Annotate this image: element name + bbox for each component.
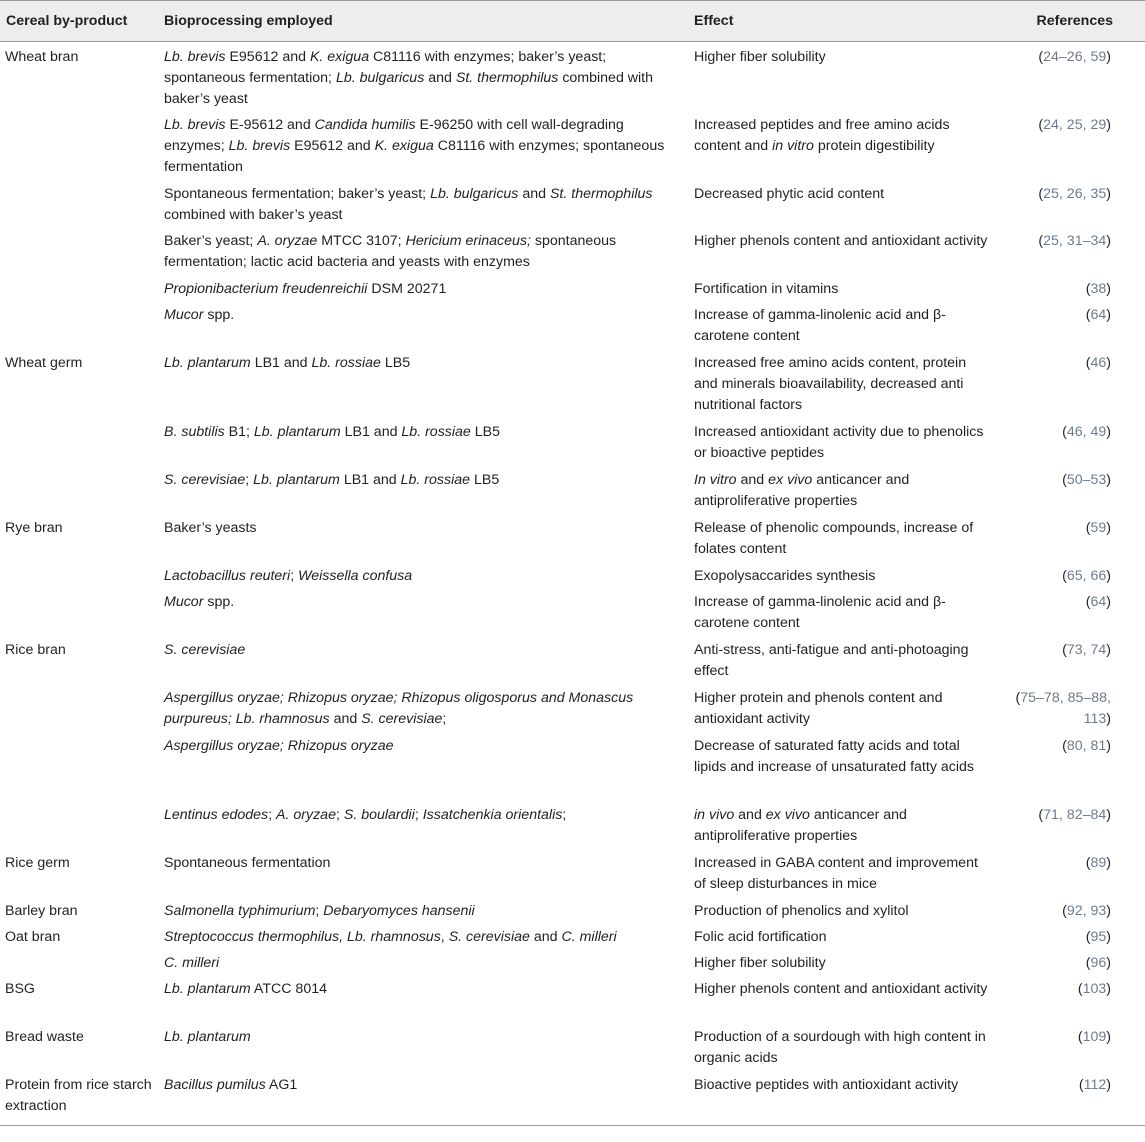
cell-references: (25, 31–34): [1038, 233, 1111, 249]
table-row: [0, 513, 1145, 561]
cell-effect: Higher phenols content and antioxidant activity: [694, 233, 988, 249]
header-row: [0, 1, 1145, 42]
table-row: [0, 948, 1145, 974]
cell-effect: Higher fiber solubility: [694, 49, 826, 65]
cell-effect: Fortification in vitamins: [694, 281, 839, 297]
cell-cereal-byproduct: Bread waste: [5, 1029, 84, 1045]
cell-effect: Release of phenolic compounds, increase of folates content: [694, 520, 974, 557]
cell-effect: In vitro and ex vivo anticancer and antiproliferative properties: [694, 472, 910, 509]
cell-bioprocessing: Propionibacterium freudenreichii DSM 20271: [164, 281, 447, 297]
cell-references: (46, 49): [1062, 424, 1111, 440]
cell-cereal-byproduct: Rice germ: [5, 855, 70, 871]
cell-bioprocessing: Spontaneous fermentation; baker’s yeast; Lb. bulgaricus and St. thermophilus combined with baker’s yeast: [164, 186, 653, 223]
cell-references: (24–26, 59): [1038, 49, 1111, 65]
cell-bioprocessing: Mucor spp.: [164, 594, 235, 610]
cell-bioprocessing: Lb. plantarum: [164, 1029, 251, 1045]
cell-bioprocessing: Spontaneous fermentation: [164, 855, 331, 871]
table-row: [0, 226, 1145, 274]
table-row: [0, 300, 1145, 348]
cell-references: (109): [1077, 1029, 1111, 1045]
table-row: [0, 635, 1145, 683]
cell-references: (75–78, 85–88, 113): [1015, 690, 1111, 727]
cell-cereal-byproduct: [0, 179, 158, 226]
cell-cereal-byproduct: [0, 948, 158, 974]
cell-cereal-byproduct: [0, 417, 158, 465]
cell-bioprocessing: Lactobacillus reuteri; Weissella confusa: [164, 568, 413, 584]
cell-bioprocessing: Lb. brevis E95612 and K. exigua C81116 with enzymes; baker’s yeast; spontaneous fermentation; Lb. bulgaricus and St. thermophilus combined with baker’s yeast: [164, 49, 654, 107]
cell-bioprocessing: Lentinus edodes; A. oryzae; S. boulardii; Issatchenkia orientalis;: [164, 807, 567, 823]
table-row: [0, 274, 1145, 300]
cell-bioprocessing: Lb. plantarum ATCC 8014: [164, 981, 327, 997]
cell-references: (38): [1085, 281, 1111, 297]
cell-references: (71, 82–84): [1038, 807, 1111, 823]
cell-bioprocessing: Bacillus pumilus AG1: [158, 1070, 688, 1126]
cell-effect: Decreased phytic acid content: [694, 186, 885, 202]
cell-cereal-byproduct: BSG: [5, 981, 35, 997]
cell-references: (64): [1085, 307, 1111, 323]
cell-references: (24, 25, 29): [1038, 117, 1111, 133]
cell-references: (112): [995, 1070, 1145, 1126]
cell-bioprocessing: Aspergillus oryzae; Rhizopus oryzae; Rhizopus oligosporus and Monascus purpureus; Lb. rhamnosus and S. cerevisiae;: [164, 690, 634, 727]
cell-cereal-byproduct: [0, 731, 158, 800]
cell-cereal-byproduct: [0, 800, 158, 848]
cell-references: (89): [1085, 855, 1111, 871]
cell-cereal-byproduct: Wheat bran: [5, 49, 79, 65]
table-row: [0, 348, 1145, 417]
cell-effect: Increased free amino acids content, protein and minerals bioavailability, decreased anti nutritional factors: [694, 355, 967, 413]
cell-bioprocessing: Baker’s yeasts: [164, 520, 257, 536]
cell-effect: Anti-stress, anti-fatigue and anti-photoaging effect: [694, 642, 969, 679]
cell-cereal-byproduct: Barley bran: [5, 903, 78, 919]
cell-references: (50–53): [1062, 472, 1111, 488]
cell-bioprocessing: S. cerevisiae; Lb. plantarum LB1 and Lb. rossiae LB5: [164, 472, 500, 488]
cell-bioprocessing: Salmonella typhimurium; Debaryomyces hansenii: [164, 903, 475, 919]
table-body: [0, 42, 1145, 1126]
table-row: [0, 417, 1145, 465]
cell-cereal-byproduct: Protein from rice starch extraction: [0, 1070, 158, 1126]
cell-effect: Higher phenols content and antioxidant activity: [694, 981, 988, 997]
cell-effect: Higher fiber solubility: [694, 955, 826, 971]
cell-effect: Increased peptides and free amino acids content and in vitro protein digestibility: [694, 117, 950, 154]
cell-effect: Production of a sourdough with high content in organic acids: [694, 1029, 986, 1066]
cell-bioprocessing: Lb. brevis E-95612 and Candida humilis E-96250 with cell wall-degrading enzymes; Lb. brevis E95612 and K. exigua C81116 with enzymes; spontaneous fermentation: [164, 117, 665, 175]
cell-references: (65, 66): [1062, 568, 1111, 584]
cell-references: (64): [1085, 594, 1111, 610]
cell-cereal-byproduct: [0, 587, 158, 635]
table-row: [0, 896, 1145, 922]
cell-effect: Bioactive peptides with antioxidant activity: [688, 1070, 995, 1126]
cell-references: (25, 26, 35): [1038, 186, 1111, 202]
cell-effect: Higher protein and phenols content and antioxidant activity: [694, 690, 943, 727]
table-row: [0, 731, 1145, 800]
cell-cereal-byproduct: [0, 226, 158, 274]
cell-bioprocessing: S. cerevisiae: [164, 642, 246, 658]
cell-effect: Decrease of saturated fatty acids and total lipids and increase of unsaturated fatty acids: [694, 738, 974, 775]
header-bioprocessing: Bioprocessing employed: [158, 1, 688, 42]
header-references: References: [995, 1, 1145, 42]
cell-bioprocessing: Baker’s yeast; A. oryzae MTCC 3107; Hericium erinaceus; spontaneous fermentation; lactic acid bacteria and yeasts with enzymes: [164, 233, 617, 270]
cell-references: (95): [1085, 929, 1111, 945]
cell-effect: Increased in GABA content and improvement of sleep disturbances in mice: [694, 855, 978, 892]
cell-cereal-byproduct: Rye bran: [5, 520, 63, 536]
cell-bioprocessing: B. subtilis B1; Lb. plantarum LB1 and Lb. rossiae LB5: [164, 424, 501, 440]
table-row: [0, 465, 1145, 513]
table-row: [0, 922, 1145, 948]
table-row: [0, 179, 1145, 226]
table-row: [0, 587, 1145, 635]
cell-effect: Increased antioxidant activity due to phenolics or bioactive peptides: [694, 424, 984, 461]
table-row: [0, 561, 1145, 587]
cell-cereal-byproduct: [0, 300, 158, 348]
cell-references: (73, 74): [1062, 642, 1111, 658]
cell-cereal-byproduct: Rice bran: [5, 642, 66, 658]
table-row: [0, 974, 1145, 1022]
cell-effect: Increase of gamma-linolenic acid and β-carotene content: [694, 594, 946, 631]
cell-bioprocessing: C. milleri: [164, 955, 220, 971]
table-row: [0, 42, 1145, 111]
table-row: [0, 800, 1145, 848]
cell-references: (92, 93): [1062, 903, 1111, 919]
table-row: [0, 110, 1145, 179]
cell-effect: Folic acid fortification: [694, 929, 827, 945]
cell-references: (59): [1085, 520, 1111, 536]
cell-effect: in vivo and ex vivo anticancer and antiproliferative properties: [694, 807, 907, 844]
table-row: [0, 848, 1145, 896]
cell-effect: Increase of gamma-linolenic acid and β-carotene content: [694, 307, 946, 344]
table-row: [0, 683, 1145, 731]
cell-bioprocessing: Aspergillus oryzae; Rhizopus oryzae: [164, 738, 394, 754]
cell-cereal-byproduct: [0, 465, 158, 513]
cell-cereal-byproduct: [0, 683, 158, 731]
cell-cereal-byproduct: Wheat germ: [5, 355, 83, 371]
cell-references: (46): [1085, 355, 1111, 371]
header-cereal-byproduct: Cereal by-product: [0, 1, 158, 42]
cell-references: (80, 81): [1062, 738, 1111, 754]
cell-effect: Production of phenolics and xylitol: [694, 903, 909, 919]
header-effect: Effect: [688, 1, 995, 42]
cell-cereal-byproduct: Oat bran: [5, 929, 61, 945]
cell-cereal-byproduct: [0, 274, 158, 300]
cell-bioprocessing: Streptococcus thermophilus, Lb. rhamnosus, S. cerevisiae and C. milleri: [164, 929, 617, 945]
cell-bioprocessing: Lb. plantarum LB1 and Lb. rossiae LB5: [164, 355, 411, 371]
table-row: [0, 1070, 1145, 1126]
cell-cereal-byproduct: [0, 110, 158, 179]
cell-effect: Exopolysaccarides synthesis: [694, 568, 876, 584]
cell-bioprocessing: Mucor spp.: [164, 307, 235, 323]
cell-cereal-byproduct: [0, 561, 158, 587]
table-row: [0, 1022, 1145, 1070]
cell-references: (96): [1085, 955, 1111, 971]
cell-references: (103): [1077, 981, 1111, 997]
